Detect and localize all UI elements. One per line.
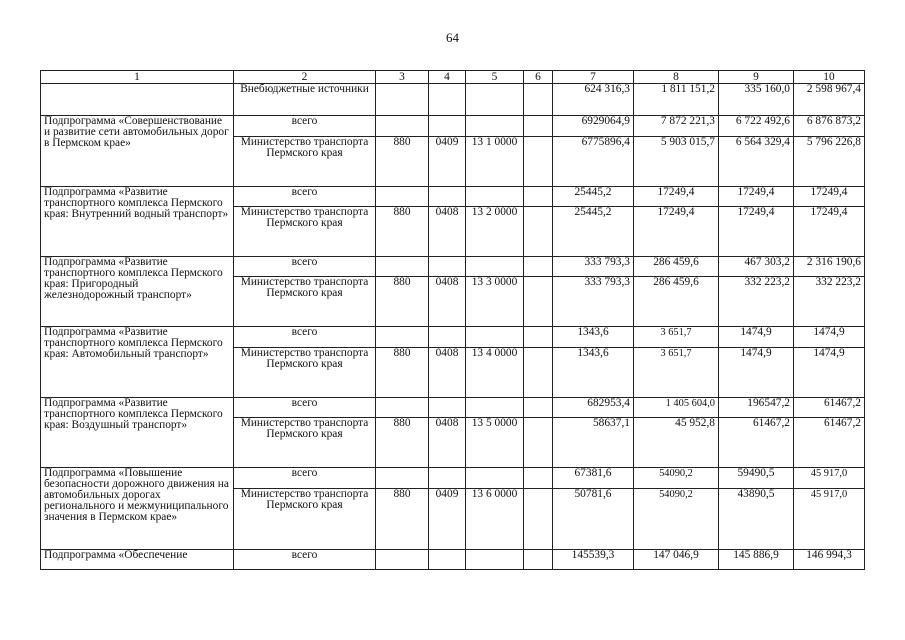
- value-cell: 6 564 329,4: [719, 137, 794, 187]
- vr-cell: [524, 137, 553, 187]
- page-number: 64: [446, 30, 459, 45]
- table-row: [41, 116, 865, 137]
- value-cell: 3 651,7: [634, 348, 719, 398]
- value-cell: 43890,5: [719, 489, 794, 550]
- value-cell: 54090,2: [634, 489, 719, 550]
- ministry-cell: Министерство транспорта Пермского края: [234, 277, 376, 327]
- value-cell: 6929064,9: [553, 116, 634, 137]
- value-cell: 467 303,2: [719, 257, 794, 277]
- rzpr-cell: 0408: [429, 207, 466, 257]
- value-cell: 17249,4: [719, 187, 794, 207]
- column-header: 8: [634, 71, 719, 84]
- rzpr-cell: 0408: [429, 348, 466, 398]
- value-cell: 58637,1: [553, 418, 634, 468]
- value-cell: 25445,2: [553, 207, 634, 257]
- value-cell: 1343,6: [553, 327, 634, 348]
- program-name: Подпрограмма «Развитие транспортного комплекса Пермского края: Воздушный транспорт»: [41, 398, 234, 468]
- vr-cell: [524, 489, 553, 550]
- value-cell: 17249,4: [719, 207, 794, 257]
- column-header: 3: [376, 71, 429, 84]
- table-row: [41, 468, 865, 489]
- value-cell: 2 316 190,6: [794, 257, 865, 277]
- csr-cell: 13 2 0000: [466, 207, 524, 257]
- table-row: [41, 550, 865, 570]
- value-cell: 59490,5: [719, 468, 794, 489]
- value-cell: 45 952,8: [634, 418, 719, 468]
- source-cell: Внебюджетные источники: [234, 84, 376, 116]
- vr-cell: [524, 418, 553, 468]
- ministry-cell: Министерство транспорта Пермского края: [234, 489, 376, 550]
- grbs-cell: 880: [376, 277, 429, 327]
- value-cell: 1474,9: [719, 327, 794, 348]
- value-cell: 1 811 151,2: [634, 84, 719, 116]
- value-cell: 335 160,0: [719, 84, 794, 116]
- csr-cell: 13 6 0000: [466, 489, 524, 550]
- column-header-row: [41, 71, 865, 84]
- column-header: 5: [466, 71, 524, 84]
- value-cell: 7 872 221,3: [634, 116, 719, 137]
- value-cell: 1474,9: [719, 348, 794, 398]
- column-header: 9: [719, 71, 794, 84]
- column-header: 2: [234, 71, 376, 84]
- value-cell: 196547,2: [719, 398, 794, 418]
- value-cell: 332 223,2: [794, 277, 865, 327]
- grbs-cell: 880: [376, 137, 429, 187]
- ministry-cell: Министерство транспорта Пермского края: [234, 348, 376, 398]
- total-label: всего: [234, 257, 376, 277]
- value-cell: 50781,6: [553, 489, 634, 550]
- program-name: Подпрограмма «Совершенствование и развитие сети автомобильных дорог в Пермском крае»: [41, 116, 234, 187]
- column-header: 4: [429, 71, 466, 84]
- total-label: всего: [234, 550, 376, 570]
- column-header: 7: [553, 71, 634, 84]
- value-cell: 1 405 604,0: [634, 398, 719, 418]
- value-cell: 45 917,0: [794, 489, 865, 550]
- total-label: всего: [234, 187, 376, 207]
- vr-cell: [524, 207, 553, 257]
- grbs-cell: 880: [376, 348, 429, 398]
- program-name: Подпрограмма «Обеспечение: [41, 550, 234, 570]
- value-cell: 333 793,3: [553, 277, 634, 327]
- column-header: 1: [41, 71, 234, 84]
- value-cell: 145 886,9: [719, 550, 794, 570]
- table-row: [41, 398, 865, 418]
- value-cell: 6 722 492,6: [719, 116, 794, 137]
- total-label: всего: [234, 398, 376, 418]
- vr-cell: [524, 277, 553, 327]
- rzpr-cell: 0409: [429, 137, 466, 187]
- value-cell: 6775896,4: [553, 137, 634, 187]
- ministry-cell: Министерство транспорта Пермского края: [234, 207, 376, 257]
- value-cell: 286 459,6: [634, 257, 719, 277]
- grbs-cell: 880: [376, 489, 429, 550]
- rzpr-cell: 0408: [429, 418, 466, 468]
- program-name: Подпрограмма «Развитие транспортного комплекса Пермского края: Автомобильный транспорт»: [41, 327, 234, 398]
- value-cell: 332 223,2: [719, 277, 794, 327]
- table-row: [41, 84, 865, 116]
- ministry-cell: Министерство транспорта Пермского края: [234, 418, 376, 468]
- value-cell: 17249,4: [634, 207, 719, 257]
- value-cell: 54090,2: [634, 468, 719, 489]
- csr-cell: 13 5 0000: [466, 418, 524, 468]
- value-cell: 61467,2: [719, 418, 794, 468]
- value-cell: 5 903 015,7: [634, 137, 719, 187]
- table-row: [41, 187, 865, 207]
- csr-cell: 13 1 0000: [466, 137, 524, 187]
- value-cell: 624 316,3: [553, 84, 634, 116]
- value-cell: 286 459,6: [634, 277, 719, 327]
- value-cell: 145539,3: [553, 550, 634, 570]
- value-cell: 25445,2: [553, 187, 634, 207]
- ministry-cell: Министерство транспорта Пермского края: [234, 137, 376, 187]
- column-header: 6: [524, 71, 553, 84]
- grbs-cell: 880: [376, 418, 429, 468]
- value-cell: 5 796 226,8: [794, 137, 865, 187]
- value-cell: 1474,9: [794, 327, 865, 348]
- grbs-cell: 880: [376, 207, 429, 257]
- value-cell: 45 917,0: [794, 468, 865, 489]
- value-cell: 2 598 967,4: [794, 84, 865, 116]
- value-cell: 61467,2: [794, 418, 865, 468]
- value-cell: 17249,4: [794, 207, 865, 257]
- total-label: всего: [234, 468, 376, 489]
- program-name: Подпрограмма «Развитие транспортного комплекса Пермского края: Внутренний водный транспорт»: [41, 187, 234, 257]
- value-cell: 147 046,9: [634, 550, 719, 570]
- csr-cell: 13 3 0000: [466, 277, 524, 327]
- value-cell: 67381,6: [553, 468, 634, 489]
- column-header: 10: [794, 71, 865, 84]
- value-cell: 6 876 873,2: [794, 116, 865, 137]
- table-row: [41, 257, 865, 277]
- value-cell: 1343,6: [553, 348, 634, 398]
- value-cell: 61467,2: [794, 398, 865, 418]
- value-cell: 17249,4: [634, 187, 719, 207]
- value-cell: 333 793,3: [553, 257, 634, 277]
- value-cell: 3 651,7: [634, 327, 719, 348]
- table-row: [41, 327, 865, 348]
- program-name-cell: [41, 84, 234, 116]
- csr-cell: 13 4 0000: [466, 348, 524, 398]
- vr-cell: [524, 348, 553, 398]
- value-cell: 17249,4: [794, 187, 865, 207]
- total-label: всего: [234, 116, 376, 137]
- value-cell: 146 994,3: [794, 550, 865, 570]
- program-name: Подпрограмма «Развитие транспортного комплекса Пермского края: Пригородный железнодорожный транспорт»: [41, 257, 234, 327]
- rzpr-cell: 0409: [429, 489, 466, 550]
- program-name: Подпрограмма «Повышение безопасности дорожного движения на автомобильных дорогах регионального и межмуниципального значения в Пермском крае»: [41, 468, 234, 550]
- value-cell: 682953,4: [553, 398, 634, 418]
- total-label: всего: [234, 327, 376, 348]
- budget-table: [40, 70, 865, 570]
- value-cell: 1474,9: [794, 348, 865, 398]
- rzpr-cell: 0408: [429, 277, 466, 327]
